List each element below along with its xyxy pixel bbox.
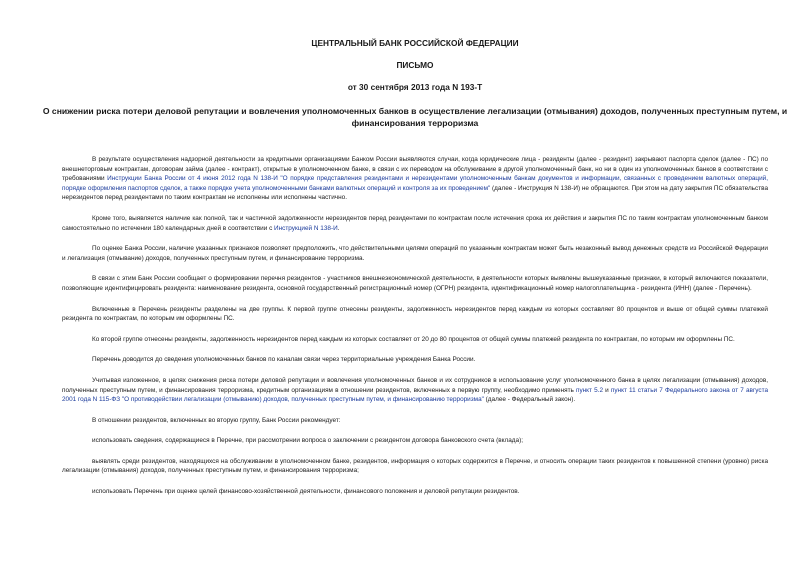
paragraph-7: Перечень доводится до сведения уполномоченных банков по каналам связи через территориальные учреждения Банка России. [92, 356, 476, 364]
link-point-5-2[interactable]: пункт 5.2 [576, 386, 604, 394]
document-number-date: от 30 сентября 2013 года N 193-Т [347, 82, 483, 92]
link-instruction-138i-short[interactable]: Инструкцией N 138-И [274, 224, 338, 232]
link-federal-law-title[interactable]: "О противодействии легализации (отмыванию) доходов, полученных преступным путем, и финансированию терроризма" [121, 396, 484, 404]
paragraph-4: В связи с этим Банк России сообщает о формировании перечня резидентов - участников внешнеэкономической деятельности, в деятельности которых выявлены вышеуказанные признаки, в который включаются показатели, позволяющие идентифицировать резидента: наименование резидента, основной государственный регистрационный номер (ОГРН) резидента, идентификационный номер налогоплательщика - резидента (ИНН) (далее - Перечень). [62, 275, 768, 292]
link-instruction-138i-title[interactable]: "О порядке представления резидентами и нерезидентами уполномоченным банкам документов и информации, связанных с проведением валютных операций, порядке оформления паспортов сделок, а также порядке учета уполномоченными банками валютных операций и контроля за их проведением" [62, 175, 768, 192]
paragraph-1: В результате осуществления надзорной деятельности за кредитными организациями Банком России выявляются случаи, когда юридические лица - резиденты (далее - резидент) закрывают паспорта сделок (далее - ПС) по внешнеторговым контрактам, договорам займа (далее - контракт), открытые в уполномоченном банке, в связи с их переводом на обслуживание в другой уполномоченный банк, но ни в один из уполномоченных банков в соответствии с требованиями Инструкции Банка России от 4 июня 2012 года N 138-И "О порядке представления резидентами и нерезидентами уполномоченным банкам документов и информации, связанных с проведением валютных операций, порядке оформления паспортов сделок, а также порядке учета уполномоченными банками валютных операций и контроля за их проведением" (далее - Инструкция N 138-И) не обращаются. При этом на дату закрытия ПС обязательства нерезидентов перед резидентами по таким контрактам не исполнены или исполнены частично. [62, 156, 769, 202]
link-article-7-point-11[interactable]: пункт 11 статьи 7 Федерального закона от 7 августа 2001 года N 115-ФЗ [62, 386, 769, 404]
paragraph-2: Кроме того, выявляется наличие как полной, так и частичной задолженности нерезидентов перед резидентами по контрактам после истечения срока их действия и закрытия ПС по таким контрактам уполномоченным банком самостоятельно по истечении 180 календарных дней в соответствии с Инструкцией N 138-И. [62, 214, 768, 232]
document-title: О снижении риска потери деловой репутации и вовлечения уполномоченных банков в осуществление легализации (отмывания) доходов, полученных преступным путем, и финансирования терроризма [42, 106, 788, 128]
document-type-heading: ПИСЬМО [396, 60, 434, 70]
issuer-heading: ЦЕНТРАЛЬНЫЙ БАНК РОССИЙСКОЙ ФЕДЕРАЦИИ [311, 38, 519, 48]
paragraph-6: Ко второй группе отнесены резиденты, задолженность нерезидентов перед каждым из которых составляет от 20 до 80 процентов от общей суммы платежей резидента по контрактам, по которым им оформлены ПС. [92, 335, 735, 343]
document-page [42, 38, 788, 508]
paragraph-8: Учитывая изложенное, в целях снижения риска потери деловой репутации и вовлечения уполномоченных банков и их сотрудников в использование услуг уполномоченного банка в целях легализации (отмывания) доходов, полученных преступным путем, и финансирования терроризма, кредитным организациям в отношении резидентов, включенных в первую группу, необходимо применять пункт 5.2 и пункт 11 статьи 7 Федерального закона от 7 августа 2001 года N 115-ФЗ "О противодействии легализации (отмыванию) доходов, полученных преступным путем, и финансированию терроризма" (далее - Федеральный закон). [62, 376, 769, 404]
paragraph-10: использовать сведения, содержащиеся в Перечне, при рассмотрении вопроса о заключении с резидентом договора банковского счета (вклада); [92, 437, 523, 445]
paragraph-9: В отношении резидентов, включенных во вторую группу, Банк России рекомендует: [92, 416, 341, 424]
link-instruction-138i[interactable]: Инструкции Банка России от 4 июня 2012 года N 138-И [107, 175, 278, 183]
paragraph-12: использовать Перечень при оценке целей финансово-хозяйственной деятельности, финансового положения и деловой репутации резидентов. [92, 488, 520, 496]
paragraph-3: По оценке Банка России, наличие указанных признаков позволяет предположить, что действительными целями операций по указанным контрактам может быть незаконный вывод денежных средств из Российской Федерации и легализация (отмывание) доходов, полученных преступным путем, и финансирование терроризма. [62, 245, 768, 262]
paragraph-11: выявлять среди резидентов, находящихся на обслуживании в уполномоченном банке, резидентов, информация о которых содержится в Перечне, и относить операции таких резидентов к повышенной степени (уровню) риска легализации (отмывания) доходов, полученных преступным путем, и финансирования терроризма; [62, 457, 768, 475]
paragraph-5: Включенные в Перечень резиденты разделены на две группы. К первой группе отнесены резиденты, задолженность нерезидентов перед каждым из которых составляет 80 процентов и выше от общей суммы платежей резидента по контрактам, по которым им оформлены ПС. [62, 305, 768, 323]
